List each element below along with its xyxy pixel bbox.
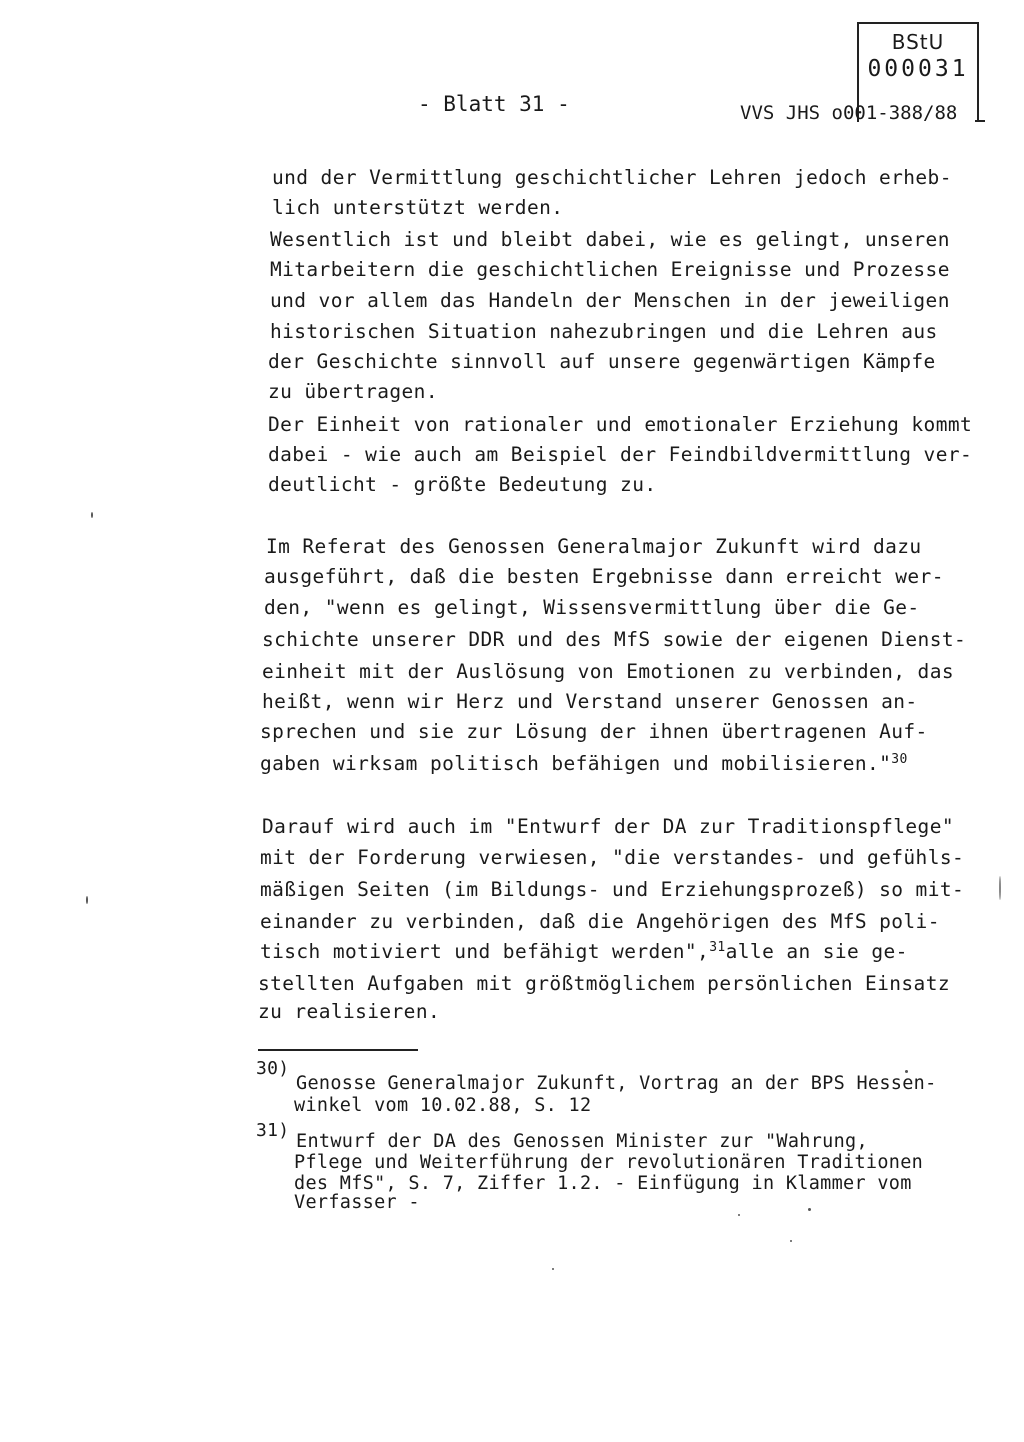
scan-speck bbox=[905, 1070, 908, 1073]
body-line: der Geschichte sinnvoll auf unsere gegenwärtigen Kämpfe bbox=[268, 350, 936, 373]
stamp-number: 000031 bbox=[867, 56, 969, 82]
body-line: dabei - wie auch am Beispiel der Feindbildvermittlung ver- bbox=[268, 443, 973, 466]
body-line: und vor allem das Handeln der Menschen in der jeweiligen bbox=[270, 289, 950, 312]
scan-speck bbox=[808, 1208, 811, 1211]
footnote-line: Genosse Generalmajor Zukunft, Vortrag an der BPS Hessen- bbox=[296, 1073, 937, 1094]
footnote-rule bbox=[258, 1049, 418, 1051]
body-line: heißt, wenn wir Herz und Verstand unserer Genossen an- bbox=[262, 690, 918, 713]
footnote-line: winkel vom 10.02.88, S. 12 bbox=[294, 1095, 592, 1116]
body-line: Wesentlich ist und bleibt dabei, wie es gelingt, unseren bbox=[270, 228, 950, 251]
body-line-with-note bbox=[260, 940, 908, 963]
scan-speck bbox=[86, 896, 88, 904]
body-line: schichte unserer DDR und des MfS sowie der eigenen Dienst- bbox=[262, 628, 967, 651]
footnote-marker: 30) bbox=[256, 1058, 290, 1079]
body-line: den, "wenn es gelingt, Wissensvermittlung über die Ge- bbox=[264, 596, 920, 619]
footnote-reference: 31 bbox=[709, 940, 726, 955]
body-line: historischen Situation nahezubringen und die Lehren aus bbox=[270, 320, 938, 343]
body-line: zu realisieren. bbox=[258, 1000, 441, 1023]
footnote-line: des MfS", S. 7, Ziffer 1.2. - Einfügung in Klammer vom bbox=[294, 1173, 912, 1194]
body-line: Mitarbeitern die geschichtlichen Ereignisse und Prozesse bbox=[270, 258, 950, 281]
body-line-continuation: alle an sie ge- bbox=[725, 940, 908, 963]
body-line: einander zu verbinden, daß die Angehörigen des MfS poli- bbox=[260, 910, 940, 933]
body-line-with-note bbox=[260, 752, 908, 775]
body-line: mit der Forderung verwiesen, "die verstandes- und gefühls- bbox=[260, 846, 965, 869]
scan-speck bbox=[999, 876, 1001, 900]
body-line: und der Vermittlung geschichtlicher Lehren jedoch erheb- bbox=[272, 166, 952, 189]
body-line: sprechen und sie zur Lösung der ihnen übertragenen Auf- bbox=[260, 720, 928, 743]
stamp-agency: BStU bbox=[891, 30, 945, 54]
header-rule bbox=[975, 120, 985, 122]
footnote-line: Entwurf der DA des Genossen Minister zur "Wahrung, bbox=[296, 1131, 868, 1152]
body-line: stellten Aufgaben mit größtmöglichem persönlichen Einsatz bbox=[258, 972, 950, 995]
footnote-line: Pflege und Weiterführung der revolutionären Traditionen bbox=[294, 1152, 924, 1173]
body-line-text: tisch motiviert und befähigt werden", bbox=[260, 940, 710, 963]
scan-speck bbox=[91, 512, 93, 518]
scan-speck bbox=[790, 1240, 792, 1242]
scan-speck bbox=[552, 1268, 554, 1270]
body-line: Der Einheit von rationaler und emotionaler Erziehung kommt bbox=[268, 413, 973, 436]
footnote-reference: 30 bbox=[891, 752, 908, 767]
body-line: mäßigen Seiten (im Bildungs- und Erziehungsprozeß) so mit- bbox=[260, 878, 965, 901]
body-line: zu übertragen. bbox=[268, 380, 438, 403]
footnote-marker: 31) bbox=[256, 1120, 290, 1141]
footnote-line: Verfasser - bbox=[294, 1192, 420, 1213]
body-line-text: gaben wirksam politisch befähigen und mobilisieren." bbox=[260, 752, 892, 775]
classification-reference: VVS JHS o001-388/88 bbox=[740, 102, 958, 124]
body-line: einheit mit der Auslösung von Emotionen zu verbinden, das bbox=[262, 660, 954, 683]
body-line: lich unterstützt werden. bbox=[272, 196, 564, 219]
body-line: Im Referat des Genossen Generalmajor Zukunft wird dazu bbox=[266, 535, 922, 558]
body-line: Darauf wird auch im "Entwurf der DA zur Traditionspflege" bbox=[262, 815, 954, 838]
body-line: deutlicht - größte Bedeutung zu. bbox=[268, 473, 657, 496]
body-line: ausgeführt, daß die besten Ergebnisse dann erreicht wer- bbox=[264, 565, 944, 588]
sheet-number: - Blatt 31 - bbox=[418, 92, 570, 116]
scan-speck bbox=[738, 1214, 740, 1216]
